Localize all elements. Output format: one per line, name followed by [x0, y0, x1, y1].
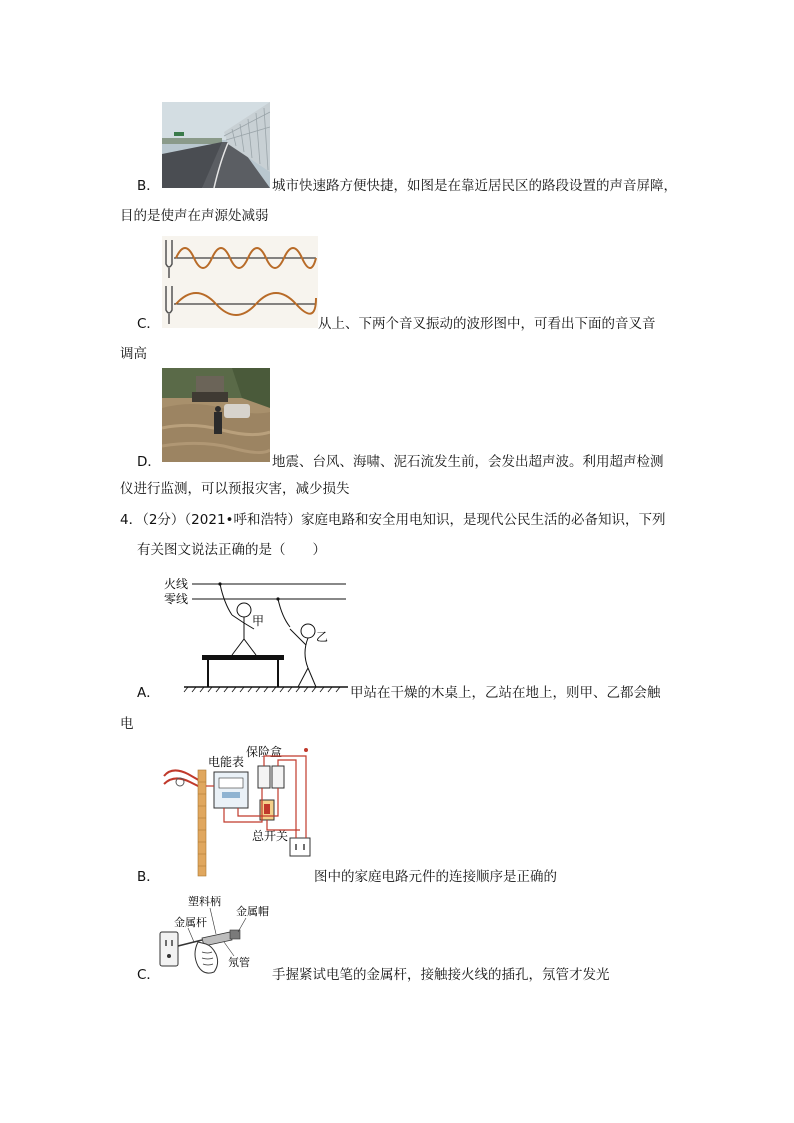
sound-barrier-photo — [162, 102, 270, 188]
option-3c-text-line1: 从上、下两个音叉振动的波形图中，可看出下面的音叉音 — [318, 316, 656, 332]
live-wire-label: 火线 — [164, 577, 189, 591]
neutral-wire-label: 零线 — [164, 592, 189, 606]
option-3c-letter: C． — [137, 316, 160, 332]
option-4c-text-line1: 手握紧试电笔的金属杆，接触接火线的插孔，氖管才发光 — [272, 967, 610, 983]
tuning-fork-waveform-figure — [162, 236, 318, 328]
electrocution-circuit-figure — [162, 573, 350, 693]
metal-rod-label: 金属杆 — [174, 916, 207, 929]
metal-cap-label: 金属帽 — [236, 905, 269, 918]
option-3b-text-line1: 城市快速路方便快捷，如图是在靠近居民区的路段设置的声音屏障， — [272, 178, 677, 194]
test-pen-figure — [158, 894, 276, 980]
person-yi-label: 乙 — [316, 630, 329, 644]
plastic-handle-label: 塑料柄 — [188, 895, 221, 908]
option-4a-text-line1: 甲站在干燥的木桌上，乙站在地上，则甲、乙都会触 — [350, 685, 661, 701]
question-4-stem-line1: 4．（2分）（2021•呼和浩特）家庭电路和安全用电知识，是现代公民生活的必备知识，下列 — [120, 512, 666, 528]
option-3b-text-line2: 目的是使声在声源处减弱 — [120, 208, 269, 224]
fuse-box-label: 保险盒 — [246, 745, 283, 759]
option-3d-text-line2: 仪进行监测，可以预报灾害，减少损失 — [120, 481, 350, 497]
question-4-stem-line2: 有关图文说法正确的是（ ） — [137, 542, 326, 558]
option-4c-letter: C． — [137, 967, 160, 983]
main-switch-label: 总开关 — [252, 829, 289, 843]
meter-label: 电能表 — [208, 755, 245, 769]
option-3d-text-line1: 地震、台风、海啸、泥石流发生前，会发出超声波。利用超声检测 — [272, 454, 664, 470]
neon-tube-label: 氖管 — [228, 956, 250, 969]
option-3c-text-line2: 调高 — [120, 346, 147, 362]
option-3d-letter: D． — [137, 454, 161, 470]
mudslide-photo — [162, 368, 270, 462]
option-4a-text-line2: 电 — [120, 716, 134, 732]
option-4b-text-line1: 图中的家庭电路元件的连接顺序是正确的 — [314, 869, 557, 885]
option-4b-letter: B． — [137, 869, 160, 885]
household-wiring-figure — [162, 742, 322, 878]
option-3b-letter: B． — [137, 178, 160, 194]
person-jia-label: 甲 — [252, 614, 265, 628]
option-4a-letter: A． — [137, 685, 160, 701]
